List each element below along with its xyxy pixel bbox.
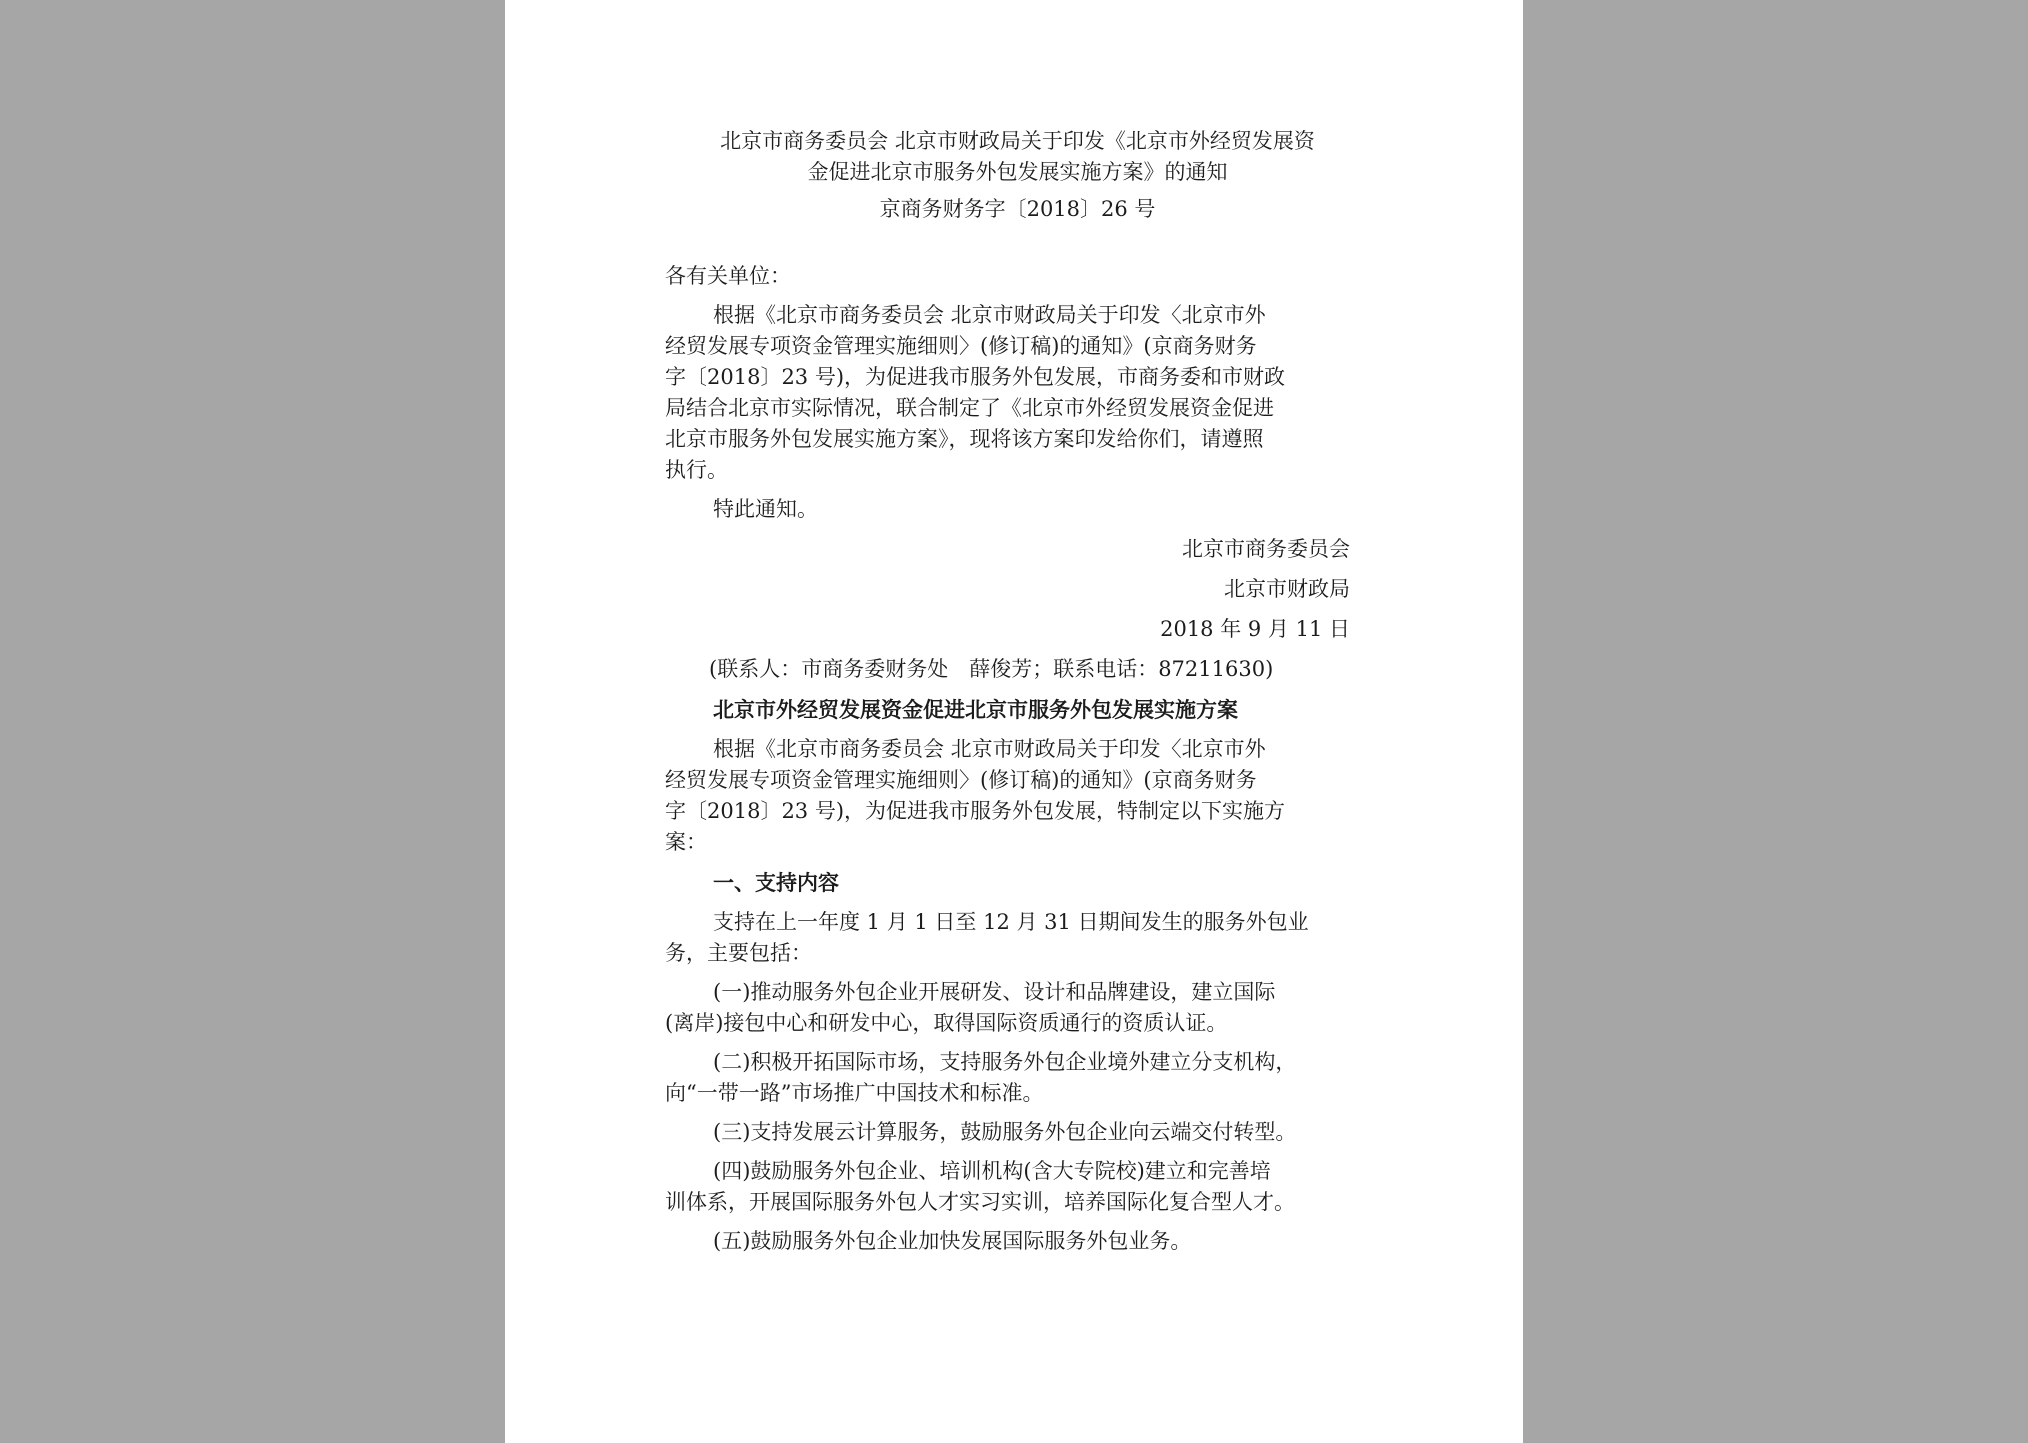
document-title-line-1: 北京市商务委员会 北京市财政局关于印发《北京市外经贸发展资 — [720, 129, 1315, 153]
signature-org-finance: 北京市财政局 — [1224, 577, 1350, 601]
intro-paragraph — [665, 300, 1370, 486]
plan-basis-line: 案： — [665, 830, 707, 854]
section1-intro-line: 支持在上一年度 1 月 1 日至 12 月 31 日期间发生的服务外包业 — [713, 910, 1309, 934]
support-item-line: (离岸)接包中心和研发中心，取得国际资质通行的资质认证。 — [665, 1011, 1228, 1035]
signature-date: 2018 年 9 月 11 日 — [1160, 617, 1350, 641]
document-content — [665, 126, 1370, 1257]
support-item-line: (四)鼓励服务外包企业、培训机构(含大专院校)建立和完善培 — [713, 1159, 1271, 1183]
salutation: 各有关单位： — [665, 264, 791, 288]
support-item-2 — [665, 1047, 1370, 1109]
notice-close: 特此通知。 — [713, 497, 818, 521]
support-item-5 — [665, 1226, 1370, 1257]
support-item-1 — [665, 977, 1370, 1039]
plan-basis-line: 字〔2018〕23 号)，为促进我市服务外包发展，特制定以下实施方 — [665, 799, 1286, 823]
support-item-4 — [665, 1156, 1370, 1218]
plan-basis-line: 经贸发展专项资金管理实施细则〉(修订稿)的通知》(京商务财务 — [665, 768, 1257, 792]
plan-title: 北京市外经贸发展资金促进北京市服务外包发展实施方案 — [713, 698, 1238, 722]
intro-paragraph-line: 字〔2018〕23 号)，为促进我市服务外包发展，市商务委和市财政 — [665, 365, 1286, 389]
intro-paragraph-line: 北京市服务外包发展实施方案》，现将该方案印发给你们，请遵照 — [665, 427, 1264, 451]
section1-intro-paragraph — [665, 907, 1370, 969]
document-number: 京商务财务字〔2018〕26 号 — [879, 197, 1156, 221]
support-item-line: (三)支持发展云计算服务，鼓励服务外包企业向云端交付转型。 — [713, 1120, 1297, 1144]
support-item-line: (五)鼓励服务外包企业加快发展国际服务外包业务。 — [713, 1229, 1192, 1253]
intro-paragraph-line: 执行。 — [665, 458, 728, 482]
plan-basis-line: 根据《北京市商务委员会 北京市财政局关于印发〈北京市外 — [713, 737, 1266, 761]
section-heading-support-content: 一、支持内容 — [713, 871, 839, 895]
support-item-line: (一)推动服务外包企业开展研发、设计和品牌建设，建立国际 — [713, 980, 1276, 1004]
intro-paragraph-line: 局结合北京市实际情况，联合制定了《北京市外经贸发展资金促进 — [665, 396, 1274, 420]
support-item-line: 向“一带一路”市场推广中国技术和标准。 — [665, 1081, 1044, 1105]
support-item-line: (二)积极开拓国际市场，支持服务外包企业境外建立分支机构， — [713, 1050, 1297, 1074]
plan-basis-paragraph — [665, 734, 1370, 858]
notice-close-paragraph — [665, 494, 1370, 525]
section1-intro-line: 务，主要包括： — [665, 941, 812, 965]
support-item-3 — [665, 1117, 1370, 1148]
support-item-line: 训体系，开展国际服务外包人才实习实训，培养国际化复合型人才。 — [665, 1190, 1295, 1214]
intro-paragraph-line: 根据《北京市商务委员会 北京市财政局关于印发〈北京市外 — [713, 303, 1266, 327]
document-title-line-2: 金促进北京市服务外包发展实施方案》的通知 — [807, 160, 1228, 184]
intro-paragraph-line: 经贸发展专项资金管理实施细则〉(修订稿)的通知》(京商务财务 — [665, 334, 1257, 358]
contact-info: (联系人：市商务委财务处 薛俊芳；联系电话：87211630) — [709, 657, 1274, 681]
document-page — [505, 0, 1523, 1443]
signature-org-commerce: 北京市商务委员会 — [1182, 537, 1350, 561]
